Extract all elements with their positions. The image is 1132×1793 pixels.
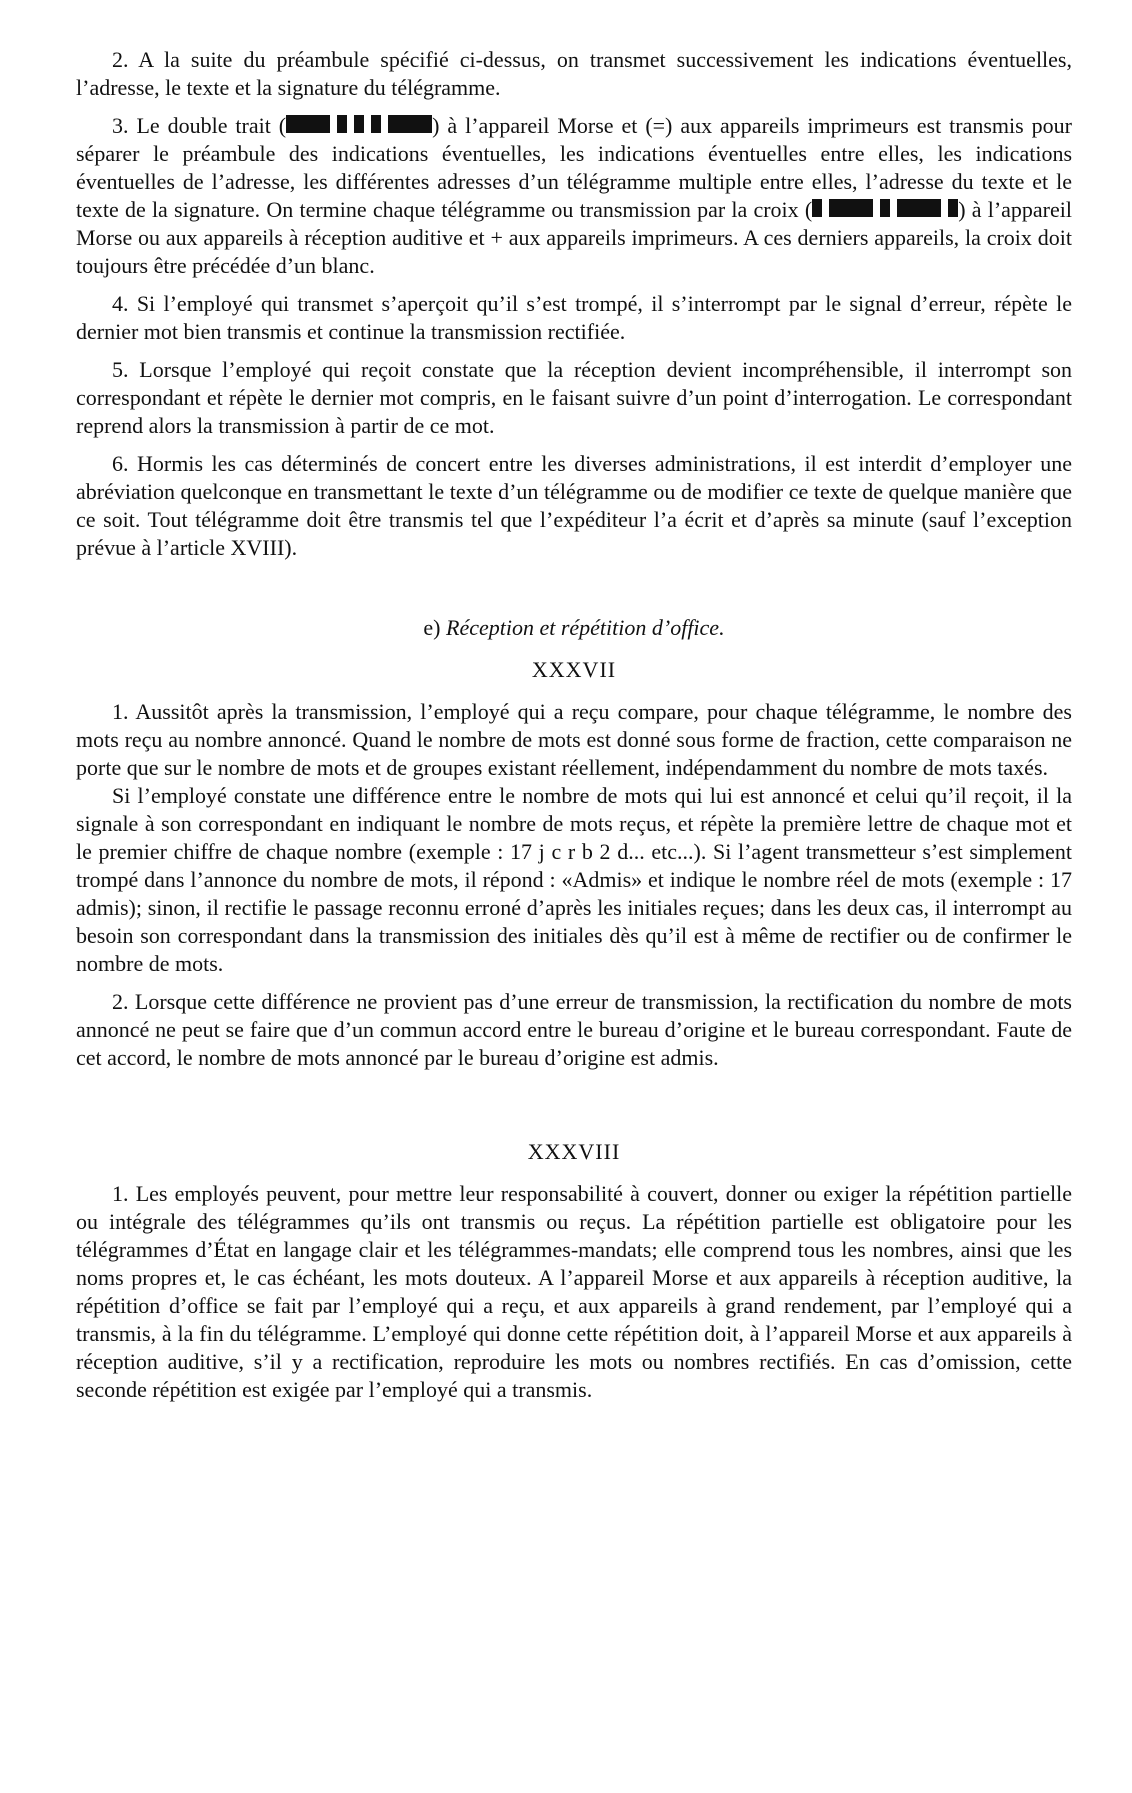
paragraph-3	[76, 112, 1072, 280]
morse-croix-sign	[812, 199, 958, 217]
article-37-paragraph-2: 2. Lorsque cette différence ne provient pas d’une erreur de transmission, la rectification du nombre de mots annoncé ne peut se faire que d’un commun accord entre le bureau d’origine et le bureau correspondant. Faute de cet accord, le nombre de mots annoncé par le bureau d’origine est admis.	[76, 989, 1072, 1070]
paragraph-2: 2. A la suite du préambule spécifié ci-dessus, on transmet successivement les indications éventuelles, l’adresse, le texte et la signature du télégramme.	[76, 47, 1072, 100]
paragraph-4: 4. Si l’employé qui transmet s’aperçoit qu’il s’est trompé, il s’interrompt par le signal d’erreur, répète le dernier mot bien transmis et continue la transmission rectifiée.	[76, 291, 1072, 344]
article-37-numeral: XXXVII	[531, 657, 617, 682]
morse-dot-mark	[812, 199, 822, 217]
article-37-paragraph-1b: Si l’employé constate une différence entre le nombre de mots qui lui est annoncé et celui qu’il reçoit, il la signale à son correspondant en indiquant le nombre de mots reçus, et répète la première lettre de chaque mot et le premier chiffre de chaque nombre (exemple : 17 j c r b 2 d... etc...). Si l’agent transmetteur s’est simplement trompé dans l’annonce du nombre de mots, il répond : «Admis» et indique le nombre réel de mots (exemple : 17 admis); sinon, il rectifie le passage reconnu erroné d’après les initiales reçues; dans les deux cas, il interrompt au besoin son correspondant dans la transmission des initiales dès qu’il est à même de rectifier ou de confirmer le nombre de mots.	[76, 783, 1072, 976]
morse-dash-mark	[388, 115, 432, 133]
article-37-paragraph-1: 1. Aussitôt après la transmission, l’employé qui a reçu compare, pour chaque télégramme, le nombre des mots reçu au nombre annoncé. Quand le nombre de mots est donné sous forme de fraction, cette comparaison ne porte que sur le nombre de mots et de groupes existant réellement, indépendamment du nombre de mots taxés.	[76, 699, 1072, 780]
section-title	[76, 614, 1072, 642]
paragraph-6: 6. Hormis les cas déterminés de concert entre les diverses administrations, il est interdit d’employer une abréviation quelconque en transmettant le texte d’un télégramme ou de modifier ce texte de quelque manière que ce soit. Tout télégramme doit être transmis tel que l’expéditeur l’a écrit et d’après sa minute (sauf l’exception prévue à l’article XVIII).	[76, 451, 1072, 560]
section-title-text: Réception et répétition d’office.	[446, 615, 725, 640]
morse-dot-mark	[880, 199, 890, 217]
paragraph-3-middle: ) à l’appareil Morse et (=) aux appareils imprimeurs est transmis pour séparer le préambule des indications éventuelles, les indications éventuelles entre elles, les indications éventuelles de l’adresse, les différentes adresses d’un télégramme multiple entre elles, l’adresse du texte et le texte de la signature. On termine chaque télégramme ou transmission par la croix (	[76, 113, 1072, 222]
article-38-numeral: XXXVIII	[527, 1139, 621, 1164]
article-38-paragraph-1: 1. Les employés peuvent, pour mettre leur responsabilité à couvert, donner ou exiger la répétition partielle ou intégrale des télégrammes qu’ils ont transmis ou reçus. La répétition partielle est obligatoire pour les télégrammes d’État en langage clair et les télégrammes-mandats; elle comprend tous les nombres, ainsi que les noms propres et, le cas échéant, les mots douteux. A l’appareil Morse et aux appareils à réception auditive, la répétition d’office se fait par l’employé qui a reçu, et aux appareils à grand rendement, par l’employé qui a transmis, à la fin du télégramme. L’employé qui donne cette répétition doit, à l’appareil Morse et aux appareils à réception auditive, s’il y a rectification, reproduire les mots ou nombres rectifiés. En cas d’omission, cette seconde répétition est exigée par l’employé qui a transmis.	[76, 1181, 1072, 1402]
morse-dash-mark	[286, 115, 330, 133]
morse-double-trait-sign	[286, 115, 432, 133]
paragraph-5: 5. Lorsque l’employé qui reçoit constate que la réception devient incompréhensible, il interrompt son correspondant et répète le dernier mot compris, en le faisant suivre d’un point d’interrogation. Le correspondant reprend alors la transmission à partir de ce mot.	[76, 357, 1072, 438]
paragraph-3-end: ) à l’appareil Morse ou aux appareils à réception auditive et + aux appareils imprimeurs. A ces derniers appareils, la croix doit toujours être précédée d’un blanc.	[76, 197, 1072, 278]
morse-dot-mark	[371, 115, 381, 133]
morse-dash-mark	[897, 199, 941, 217]
paragraph-3-start: 3. Le double trait (	[112, 113, 287, 138]
morse-dot-mark	[354, 115, 364, 133]
morse-dot-mark	[337, 115, 347, 133]
section-prefix: e)	[423, 615, 441, 640]
morse-dash-mark	[829, 199, 873, 217]
morse-dot-mark	[948, 199, 958, 217]
